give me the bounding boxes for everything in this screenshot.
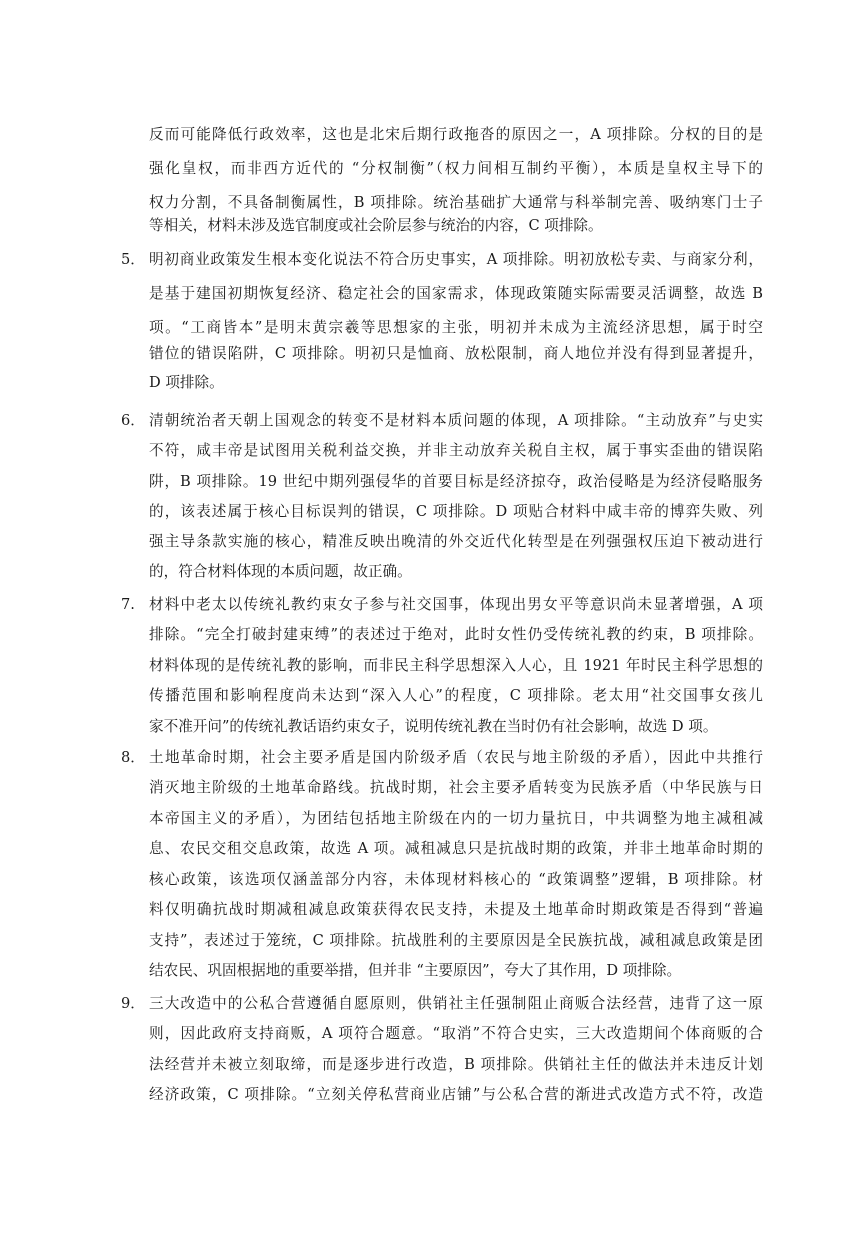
text-line: D 项排除。 [149,374,224,391]
item-number: 6． [121,412,145,429]
text-line: 料仅明确抗战时期减租减息政策获得农民支持，未提及土地革命时期政策是否得到“普遍 [149,901,763,918]
text-line: 支持”，表述过于笼统，C 项排除。抗战胜利的主要原因是全民族抗战，减租减息政策是团 [149,932,763,949]
text-line: 核心政策，该选项仅涵盖部分内容，未体现材料核心的 “政策调整”逻辑，B 项排除。材 [149,871,763,888]
text-line: 排除。“完全打破封建束缚”的表述过于绝对，此时女性仍受传统礼教的约束，B 项排除。 [149,626,763,643]
text-line: 强化皇权，而非西方近代的 “分权制衡”（权力间相互制约平衡），本质是皇权主导下的 [149,160,763,177]
text-line: 等相关，材料未涉及选官制度或社会阶层参与统治的内容，C 项排除。 [149,217,603,234]
text-line: 则，因此政府支持商贩，A 项符合题意。“取消”不符合史实，三大改造期间个体商贩的合 [149,1025,763,1042]
text-line: 项。“工商皆本”是明末黄宗羲等思想家的主张，明初并未成为主流经济思想，属于时空 [149,319,763,336]
text-line: 是基于建国初期恢复经济、稳定社会的国家需求，体现政策随实际需要灵活调整，故选 B [149,285,763,302]
text-line: 结农民、巩固根据地的重要举措，但并非 “主要原因”，夸大了其作用，D 项排除。 [149,962,682,979]
item-number: 8． [121,749,145,766]
text-line: 的，符合材料体现的本质问题，故正确。 [149,563,412,580]
text-line: 不符，咸丰帝是试图用关税利益交换，并非主动放弃关税自主权，属于事实歪曲的错误陷 [149,442,763,459]
text-line: 法经营并未被立刻取缔，而是逐步进行改造，B 项排除。供销社主任的做法并未违反计划 [149,1056,763,1073]
text-line: 材料中老太以传统礼教约束女子参与社交国事，体现出男女平等意识尚未显著增强，A 项 [149,596,763,613]
text-line: 息、农民交租交息政策，故选 A 项。减租减息只是抗战时期的政策，并非土地革命时期的 [149,840,763,857]
text-line: 土地革命时期，社会主要矛盾是国内阶级矛盾（农民与地主阶级的矛盾），因此中共推行 [149,749,763,766]
text-line: 权力分割，不具备制衡属性，B 项排除。统治基础扩大通常与科举制完善、吸纳寒门士子 [149,194,763,211]
text-line: 反而可能降低行政效率，这也是北宋后期行政拖沓的原因之一，A 项排除。分权的目的是 [149,126,763,143]
text-line: 传播范围和影响程度尚未达到“深入人心”的程度，C 项排除。老太用“社交国事女孩儿 [149,687,763,704]
item-number: 7. [121,596,135,613]
item-number: 5． [121,251,145,268]
text-line: 本帝国主义的矛盾），为团结包括地主阶级在内的一切力量抗日，中共调整为地主减租减 [149,810,763,827]
text-line: 材料体现的是传统礼教的影响，而非民主科学思想深入人心，且 1921 年时民主科学思想的 [149,657,763,674]
item-number: 9． [121,995,145,1012]
text-line: 错位的错误陷阱，C 项排除。明初只是恤商、放松限制，商人地位并没有得到显著提升， [149,345,763,362]
text-line: 清朝统治者天朝上国观念的转变不是材料本质问题的体现，A 项排除。“主动放弃”与史实 [149,412,763,429]
text-line: 经济政策，C 项排除。“立刻关停私营商业店铺”与公私合营的渐进式改造方式不符，改造 [149,1086,763,1103]
text-line: 明初商业政策发生根本变化说法不符合历史事实，A 项排除。明初放松专卖、与商家分利， [149,251,763,268]
text-line: 的，该表述属于核心目标误判的错误，C 项排除。D 项贴合材料中咸丰帝的博弈失败、列 [149,503,763,520]
text-line: 消灭地主阶级的土地革命路线。抗战时期，社会主要矛盾转变为民族矛盾（中华民族与日 [149,779,763,796]
text-line: 家不准开问”的传统礼教话语约束女子，说明传统礼教在当时仍有社会影响，故选 D 项。 [149,718,718,735]
text-line: 阱，B 项排除。19 世纪中期列强侵华的首要目标是经济掠夺，政治侵略是为经济侵略服务 [149,473,763,490]
text-line: 强主导条款实施的核心，精准反映出晚清的外交近代化转型是在列强强权压迫下被动进行 [149,533,763,550]
text-line: 三大改造中的公私合营遵循自愿原则，供销社主任强制阻止商贩合法经营，违背了这一原 [149,995,763,1012]
